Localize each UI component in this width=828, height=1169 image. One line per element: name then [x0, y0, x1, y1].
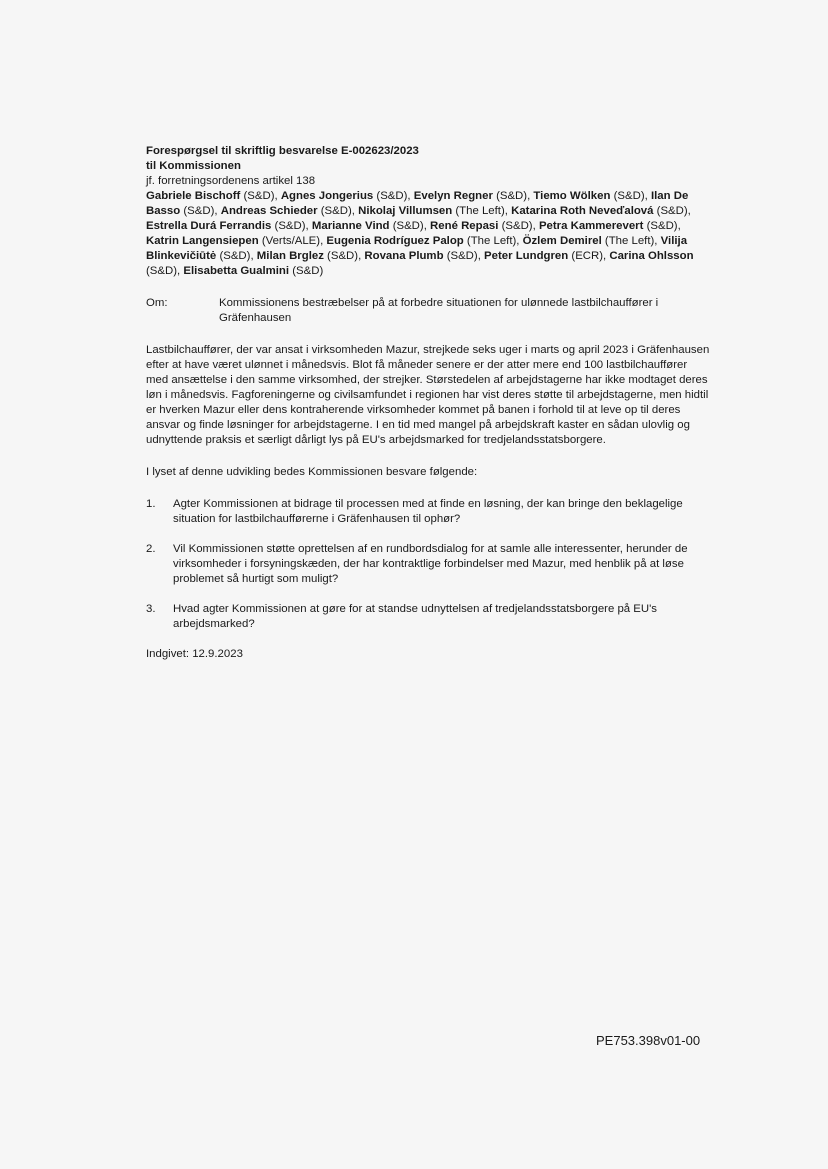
author: Rovana Plumb (S&D), — [364, 250, 485, 262]
recipient: til Kommissionen — [146, 160, 241, 172]
author: Estrella Durá Ferrandis (S&D), — [146, 220, 312, 232]
body-paragraph: Lastbilchauffører, der var ansat i virksomheden Mazur, strejkede seks uger i marts og april 2023 i Gräfenhausen efter at have været ulønnet i månedsvis. Blot få måneder senere er der atter mere end 100 lastbilchauffører med ansættelse i den samme virksomhed, der strejker. Størstedelen af arbejdstagerne har ikke modtaget deres løn i månedsvis. Fagforeningerne og civilsamfundet i regionen har vist deres støtte til arbejdstagerne, men hidtil er hverken Mazur eller dens kontraherende virksomheder kommet på banen i forhold til at leve op til deres ansvar og finde løsninger for arbejdstagerne. I en tid med mangel på arbejdskraft kaster en sådan ulovlig og udnyttende praksis et særligt dårligt lys på EU's arbejdsmarked for tredjelandsstatsborgere. — [146, 344, 710, 446]
author: Agnes Jongerius (S&D), — [280, 190, 414, 202]
author: Katrin Langensiepen (Verts/ALE), — [146, 235, 327, 247]
authors-list — [146, 189, 712, 279]
author: Peter Lundgren (ECR), — [484, 250, 610, 262]
author: Marianne Vind (S&D), — [311, 220, 431, 232]
document-reference: PE753.398v01-00 — [596, 1033, 701, 1048]
question-title: Forespørgsel til skriftlig besvarelse E-002623/2023 — [146, 145, 419, 157]
question-item — [146, 497, 712, 527]
author: Carina Ohlsson (S&D), — [146, 250, 694, 277]
question-number: 1. — [146, 498, 156, 510]
subject-label: Om: — [146, 297, 168, 309]
question-text: Vil Kommissionen støtte oprettelsen af en rundbordsdialog for at samle alle interessenter, herunder de virksomheder i forsyningskæden, der har kontraktlige forbindelser med Mazur, med henblik på at løse problemet så hurtigt som muligt? — [173, 543, 688, 585]
author: Nikolaj Villumsen (The Left), — [358, 205, 512, 217]
author: Elisabetta Gualmini (S&D) — [183, 265, 324, 277]
author: Evelyn Regner (S&D), — [413, 190, 534, 202]
question-text: Hvad agter Kommissionen at gøre for at standse udnyttelsen af tredjelandsstatsborgere på EU's arbejdsmarked? — [173, 603, 658, 630]
author: Vilija Blinkevičiūtė (S&D), — [146, 235, 688, 262]
question-number: 2. — [146, 543, 156, 555]
question-number: 3. — [146, 603, 156, 615]
intro-text: I lyset af denne udvikling bedes Kommissionen besvare følgende: — [146, 466, 478, 478]
question-text: Agter Kommissionen at bidrage til processen med at finde en løsning, der kan bringe den beklagelige situation for lastbilchaufførerne i Gräfenhausen til ophør? — [173, 498, 683, 525]
document-content — [146, 144, 712, 662]
author: Andreas Schieder (S&D), — [220, 205, 359, 217]
author: Katarina Roth Neveďalová (S&D), — [511, 205, 691, 217]
subject-line — [146, 296, 712, 326]
subject-text: Kommissionens bestræbelser på at forbedre situationen for ulønnede lastbilchauffører i Gräfenhausen — [219, 297, 659, 324]
rule-reference: jf. forretningsordenens artikel 138 — [146, 175, 316, 187]
author: Ilan De Basso (S&D), — [146, 190, 689, 217]
question-item — [146, 602, 712, 632]
questions-list — [146, 497, 712, 632]
author: Milan Brglez (S&D), — [256, 250, 365, 262]
question-item — [146, 542, 712, 587]
author: Eugenia Rodríguez Palop (The Left), — [326, 235, 523, 247]
author: Tiemo Wölken (S&D), — [533, 190, 651, 202]
author: Gabriele Bischoff (S&D), — [146, 190, 281, 202]
submitted-date: Indgivet: 12.9.2023 — [146, 648, 243, 660]
author: Özlem Demirel (The Left), — [522, 235, 661, 247]
author: René Repasi (S&D), — [430, 220, 539, 232]
author: Petra Kammerevert (S&D), — [538, 220, 681, 232]
